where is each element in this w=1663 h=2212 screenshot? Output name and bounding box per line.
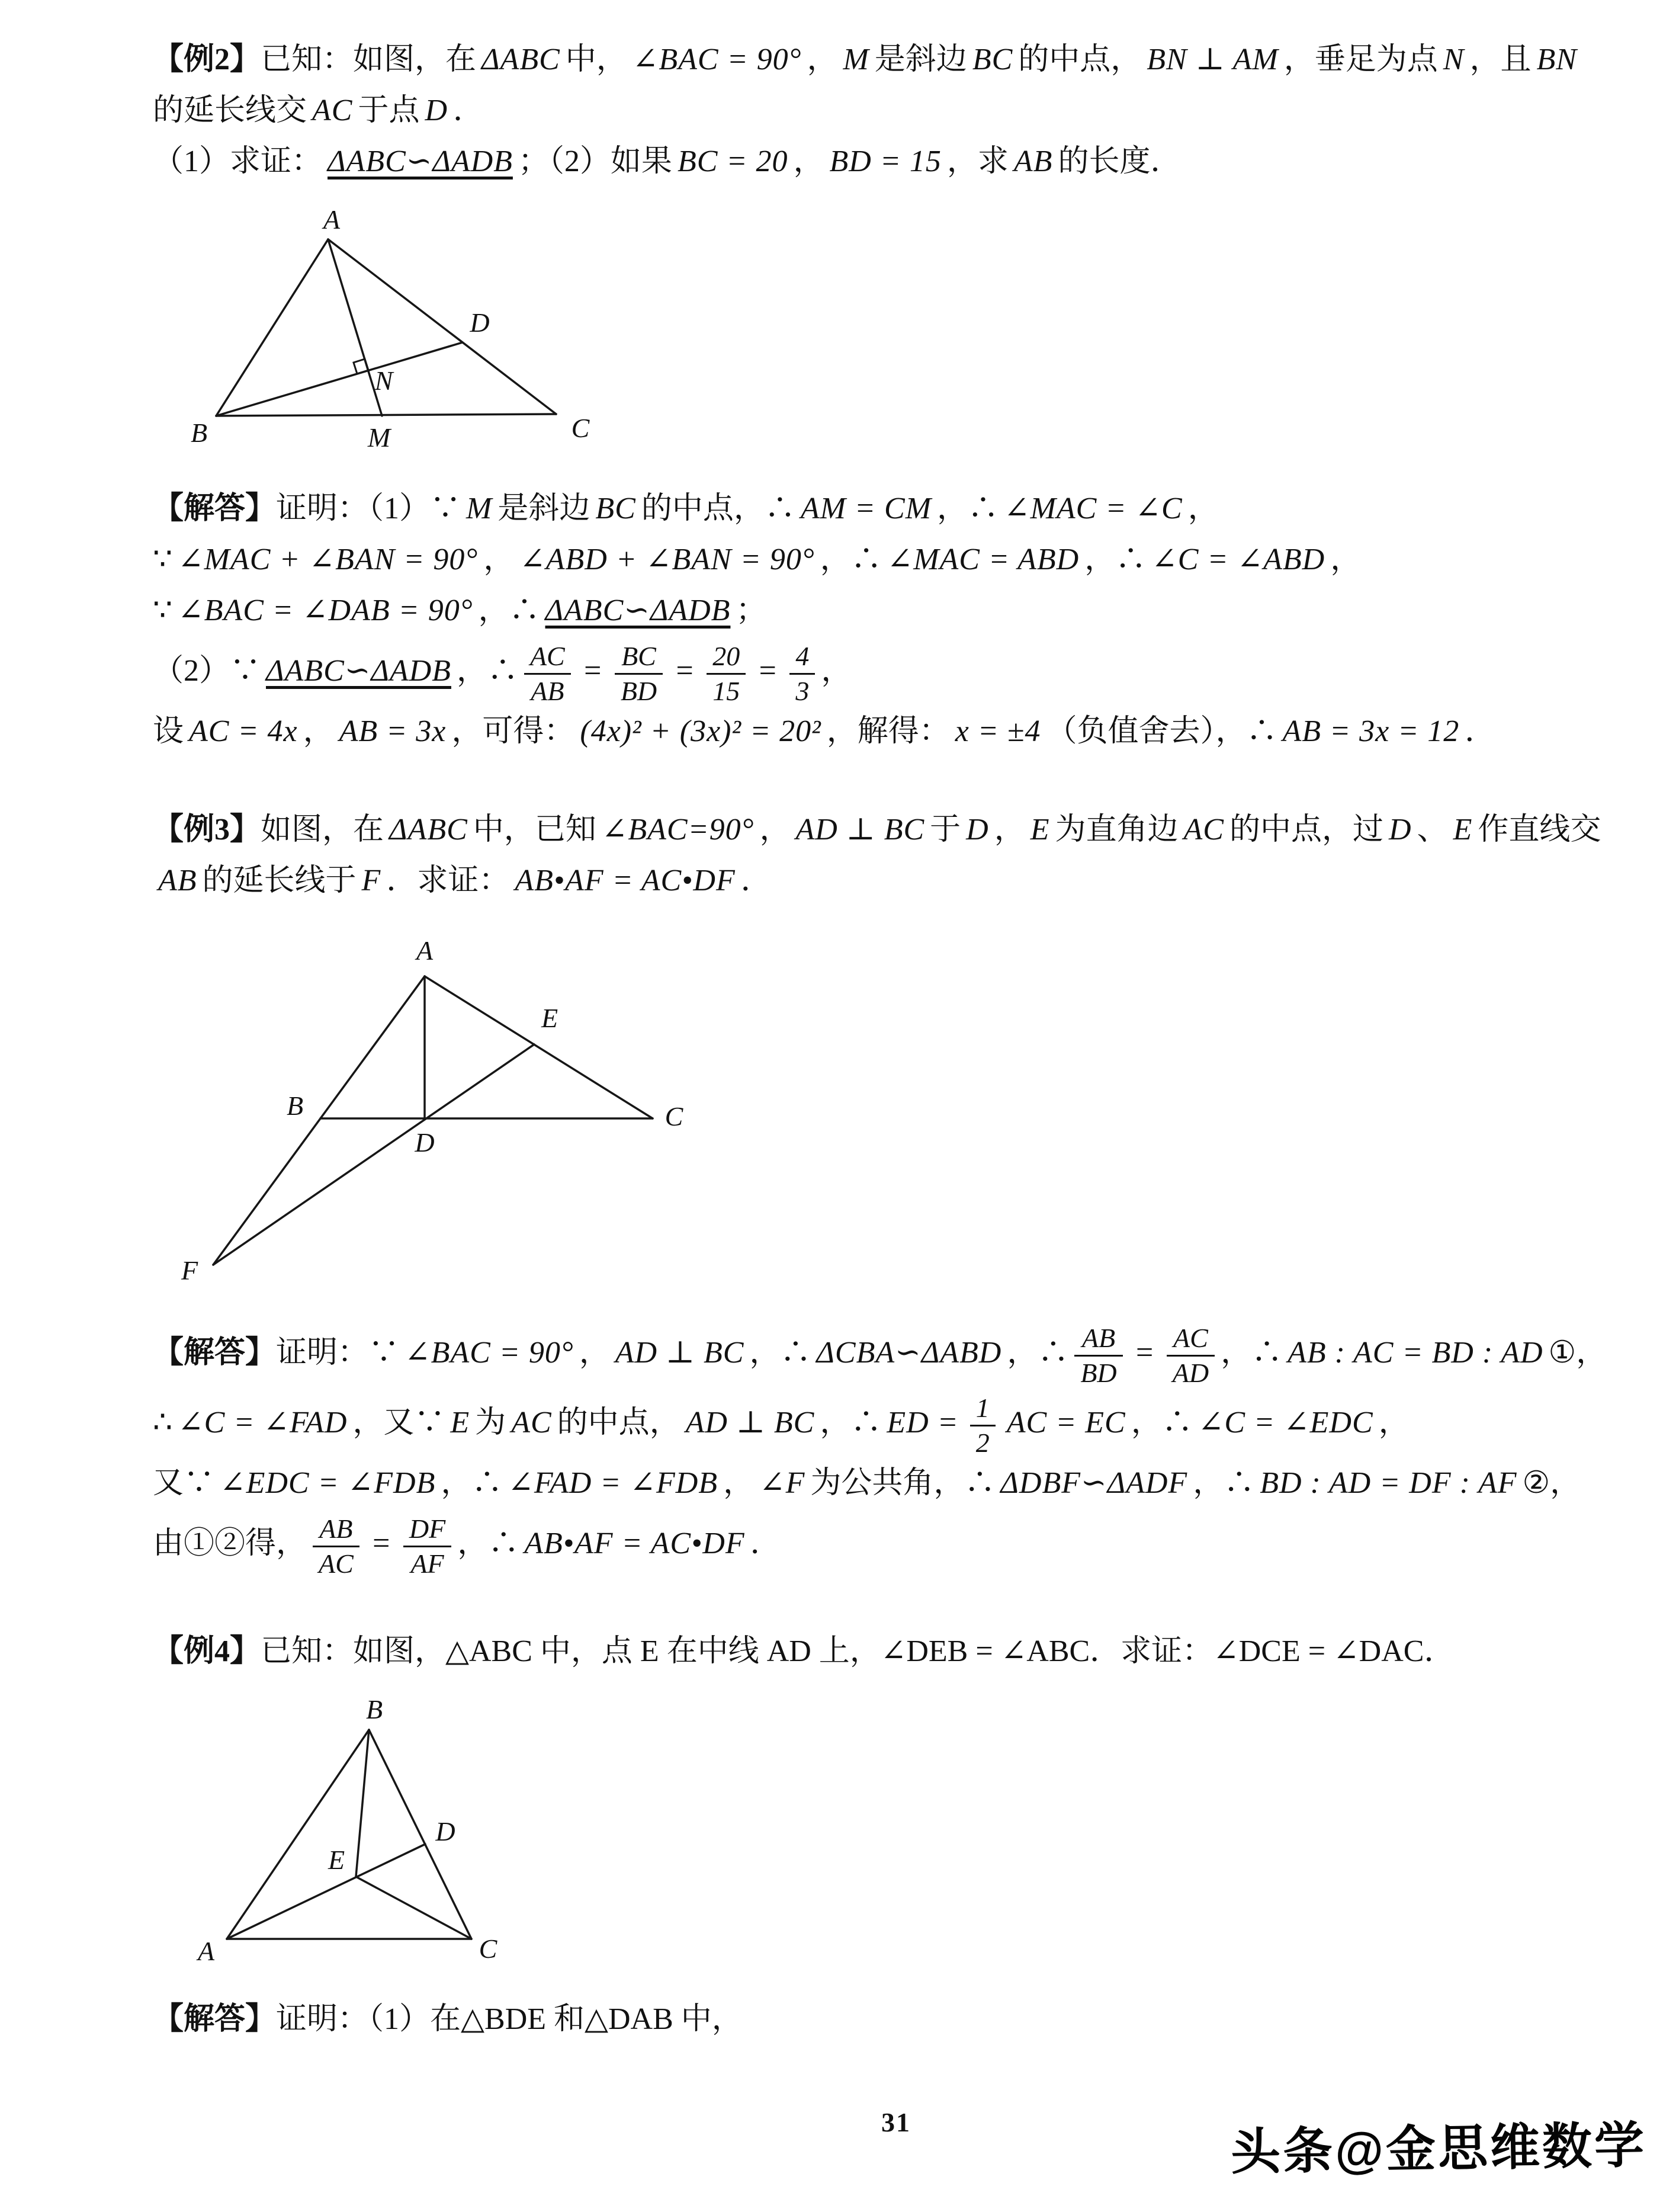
math-text: AM = CM: [800, 492, 932, 525]
body-text: ，可得：: [451, 714, 575, 749]
vertex-label-A: A: [416, 935, 434, 966]
math-text: ∠MAC = ABD: [887, 543, 1080, 576]
body-text: ，∴: [820, 543, 882, 576]
math-text: BC = 20: [677, 145, 788, 178]
body-text: ，∴: [1221, 1336, 1283, 1370]
math-text: M: [466, 492, 493, 525]
ex3-solution-line4: [153, 1509, 1639, 1579]
vertex-label-B: B: [365, 1695, 383, 1725]
ex2-solution-line2: [153, 534, 1639, 585]
fraction-denominator: 2: [975, 1427, 990, 1458]
body-text: ，求: [946, 145, 1009, 178]
fraction: [524, 641, 571, 706]
math-text: ΔDBF∽ΔADF: [1000, 1466, 1188, 1501]
vertex-label-E: E: [328, 1845, 345, 1876]
figure-segment: [216, 239, 328, 416]
math-text: BN ⊥ AM: [1147, 43, 1279, 76]
vertex-label-C: C: [479, 1934, 497, 1964]
math-text: AC: [511, 1406, 552, 1440]
math-text: BD = 15: [829, 145, 942, 178]
math-text: BC: [972, 43, 1013, 76]
math-text: ∠MAC = ∠C: [1004, 492, 1183, 525]
body-text: ，∴: [749, 1336, 811, 1370]
fraction: [970, 1393, 996, 1458]
body-text: ，: [1187, 492, 1219, 525]
body-text: 又∵: [153, 1466, 215, 1501]
body-text: ，垂足为点: [1283, 43, 1438, 76]
ex2-solution-line5: [153, 706, 1639, 757]
math-text: ∠F: [759, 1466, 805, 1501]
math-text-underlined: ΔABC∽ΔADB: [328, 145, 513, 178]
math-text: F: [361, 864, 381, 898]
math-text: E: [450, 1406, 470, 1440]
fraction-denominator: BD: [1080, 1357, 1117, 1388]
vertex-label-B: B: [190, 418, 208, 448]
figure-example4-triangle: [176, 1695, 514, 1970]
vertex-label-D: D: [415, 1127, 435, 1158]
math-text: BN: [1536, 43, 1577, 76]
vertex-label-C: C: [664, 1101, 683, 1132]
ex4-statement-line1: [153, 1626, 1639, 1677]
body-text: ①，: [1548, 1336, 1607, 1370]
body-text: 为公共角，∴: [810, 1466, 996, 1501]
fraction: [403, 1514, 451, 1579]
fraction: [707, 641, 746, 706]
ex2-solution-line4: [153, 636, 1639, 706]
body-text: ，∴: [1193, 1466, 1255, 1501]
math-text: ∠BAC = 90°: [632, 43, 802, 76]
math-text: ΔCBA∽ΔABD: [816, 1336, 1002, 1370]
fraction: [789, 641, 815, 706]
math-text: ∠C = ∠EDC: [1198, 1406, 1373, 1440]
math-text: AD ⊥ BC: [685, 1406, 815, 1440]
body-text: 作直线交: [1478, 813, 1601, 847]
body-text: 如图，在: [261, 813, 384, 847]
math-text: AD ⊥ BC: [795, 813, 925, 847]
body-text: ，: [579, 1336, 610, 1370]
figure-segment: [328, 239, 556, 414]
math-text: =: [674, 654, 696, 688]
body-text: ．: [750, 1527, 781, 1561]
body-text: 的中点，过: [1229, 813, 1383, 847]
ex4-solution-line1: [153, 1994, 1639, 2045]
vertex-label-C: C: [571, 413, 590, 443]
fraction-denominator: AC: [319, 1548, 354, 1579]
body-text: ，∴: [456, 654, 518, 688]
math-text: D: [1388, 813, 1412, 847]
body-text: 的延长线交: [153, 94, 307, 127]
figure-segment: [328, 239, 382, 416]
body-text: 已知：如图，在: [261, 43, 477, 76]
math-text: =: [582, 654, 603, 688]
body-text: ，: [483, 543, 515, 576]
vertex-label-B: B: [286, 1091, 304, 1121]
body-text: ，: [994, 813, 1025, 847]
body-text: ，∴: [1131, 1406, 1193, 1440]
math-text: ∠BAC=90°: [601, 813, 755, 847]
ex3-solution-line1: [153, 1318, 1639, 1388]
body-text: ，又∵: [352, 1406, 445, 1440]
figure-segment: [227, 1730, 369, 1939]
body-text: ，: [807, 43, 838, 76]
body-text: 设: [153, 714, 184, 749]
vertex-label-A: A: [323, 205, 341, 235]
body-text: ，: [1330, 543, 1362, 576]
math-text: =: [370, 1527, 392, 1561]
math-text: AB : AC = BD : AD: [1288, 1336, 1543, 1370]
fraction-numerator: 4: [789, 641, 815, 675]
body-text: ②，: [1522, 1466, 1581, 1501]
body-text: （负值舍去），∴: [1046, 714, 1277, 749]
math-text: AB: [1013, 145, 1053, 178]
ex2-statement-line2: [153, 85, 1639, 136]
body-text: ∵: [153, 543, 173, 576]
body-text: 为: [475, 1406, 506, 1440]
body-text: ；: [736, 594, 767, 627]
fraction-numerator: 20: [707, 641, 746, 675]
body-text: （1）求证：: [153, 145, 323, 178]
body-text: 为直角边: [1055, 813, 1179, 847]
math-text: E: [1453, 813, 1473, 847]
math-text: ΔABC: [481, 43, 560, 76]
figure-segment: [216, 414, 556, 416]
body-text: ∵: [153, 594, 173, 627]
fraction-denominator: AF: [410, 1548, 444, 1579]
body-text: （2）∵: [153, 654, 261, 688]
body-text: ，: [1378, 1406, 1410, 1440]
figure-example2-triangle-wrap: [171, 205, 1639, 460]
math-text-underlined: ΔABC∽ΔADB: [545, 594, 731, 627]
body-text: ；（2）如果: [518, 145, 672, 178]
body-text: 于: [930, 813, 961, 847]
fraction: [615, 641, 663, 706]
body-text: 于点: [358, 94, 420, 127]
fraction-numerator: AC: [524, 641, 571, 675]
ex2-statement-line1: [153, 34, 1639, 85]
math-text: BC: [595, 492, 636, 525]
body-text: ∴: [153, 1406, 173, 1440]
fraction: [313, 1514, 359, 1579]
figure-segment: [356, 1730, 369, 1877]
math-text: AD ⊥ BC: [615, 1336, 744, 1370]
math-text: AB•AF = AC•DF: [515, 864, 736, 898]
math-text: AB: [158, 864, 197, 898]
body-text: ．: [453, 94, 484, 127]
math-text: ED =: [887, 1406, 959, 1440]
math-text: ∠C = ∠ABD: [1151, 543, 1325, 576]
math-text: M: [843, 43, 869, 76]
vertex-label-D: D: [470, 307, 490, 338]
label-text: 【解答】: [153, 1336, 277, 1370]
vertex-label-A: A: [197, 1936, 215, 1967]
body-text: ，: [723, 1466, 755, 1501]
body-text: 证明：∵: [276, 1336, 400, 1370]
body-text: ，∴: [820, 1406, 882, 1440]
ex3-solution-line2: [153, 1388, 1639, 1458]
figure-segment: [213, 976, 425, 1265]
body-text: 的中点，∴: [641, 492, 795, 525]
vertex-label-D: D: [435, 1816, 455, 1847]
math-text: x = ±4: [955, 714, 1041, 749]
body-text: ．: [1465, 714, 1496, 749]
fraction-denominator: 15: [712, 675, 740, 706]
body-text: ，且: [1469, 43, 1532, 76]
vertex-label-N: N: [374, 366, 393, 396]
math-text: AC: [1183, 813, 1224, 847]
body-text: 、: [1417, 813, 1448, 847]
body-text: ，∴: [1084, 543, 1147, 576]
body-text: 是斜边: [874, 43, 967, 76]
math-text: ∠ABD + ∠BAN = 90°: [519, 543, 815, 576]
body-text: ，∴: [478, 594, 540, 627]
math-text: AB = 3x = 12: [1282, 714, 1460, 749]
body-text: ，: [793, 145, 824, 178]
figure-example3-triangle-wrap: [159, 924, 1639, 1294]
math-text: ∠BAC = 90°: [404, 1336, 574, 1370]
label-text: 【例4】: [153, 1634, 261, 1669]
fraction: [1167, 1323, 1215, 1388]
math-text: N: [1443, 43, 1465, 76]
figure-segment: [356, 1877, 471, 1939]
body-text: 证明：（1）在△BDE 和△DAB 中，: [276, 2002, 743, 2037]
ex2-solution-line3: [153, 585, 1639, 636]
math-text: BD : AD = DF : AF: [1260, 1466, 1517, 1501]
math-text: =: [1134, 1336, 1155, 1370]
ex3-solution-line3: [153, 1458, 1639, 1509]
fraction: [1074, 1323, 1122, 1388]
label-text: 【解答】: [153, 492, 277, 525]
math-text: ∠EDC = ∠FDB: [220, 1466, 436, 1501]
ex3-statement-line2: [153, 855, 1639, 906]
fraction-numerator: AB: [313, 1514, 359, 1547]
fraction-denominator: AD: [1172, 1357, 1209, 1388]
body-text: ．求证：: [386, 864, 510, 898]
figure-example2-triangle: [171, 205, 609, 460]
body-text: ，∴: [937, 492, 999, 525]
math-text: ∠MAC + ∠BAN = 90°: [178, 543, 479, 576]
math-text: =: [757, 654, 779, 688]
body-text: 证明：（1）∵: [276, 492, 461, 525]
math-text: E: [1030, 813, 1050, 847]
watermark: 头条@金思维数学: [1230, 2117, 1647, 2181]
math-text: D: [425, 94, 448, 127]
body-text: ．: [740, 864, 772, 898]
math-text-underlined: ΔABC∽ΔADB: [266, 654, 451, 688]
body-text: 由①②得，: [153, 1527, 307, 1561]
figure-segment: [369, 1730, 471, 1939]
math-text: AB•AF = AC•DF: [524, 1527, 745, 1561]
page-number: 31: [881, 2107, 911, 2137]
body-text: 中，: [565, 43, 627, 76]
body-text: ，: [821, 654, 852, 688]
math-text: ∠C = ∠FAD: [178, 1406, 348, 1440]
body-text: ，: [759, 813, 791, 847]
body-text: 的中点，: [1018, 43, 1142, 76]
fraction-denominator: 3: [795, 675, 810, 706]
figure-example4-triangle-wrap: [176, 1695, 1639, 1970]
vertex-label-M: M: [367, 422, 391, 453]
figure-segment: [227, 1844, 425, 1939]
figure-segment: [213, 1044, 534, 1265]
label-text: 【解答】: [153, 2002, 277, 2037]
math-text: AB = 3x: [339, 714, 447, 749]
body-text: 的长度．: [1058, 145, 1182, 178]
body-text: ，∴: [457, 1527, 519, 1561]
body-text: ，解得：: [826, 714, 950, 749]
body-text: ，: [303, 714, 334, 749]
math-text: ΔABC: [389, 813, 468, 847]
body-text: 中，已知: [473, 813, 596, 847]
body-text: 是斜边: [497, 492, 590, 525]
figure-example3-triangle: [159, 924, 704, 1294]
math-text: (4x)² + (3x)² = 20²: [580, 714, 821, 749]
fraction-denominator: BD: [620, 675, 657, 706]
vertex-label-E: E: [541, 1003, 558, 1034]
vertex-label-F: F: [181, 1255, 198, 1286]
math-text: AC = 4x: [189, 714, 298, 749]
math-text: D: [966, 813, 989, 847]
math-text: ∠BAC = ∠DAB = 90°: [178, 594, 473, 627]
body-text: ，∴: [441, 1466, 503, 1501]
math-text: AC: [312, 94, 353, 127]
ex3-statement-line1: [153, 804, 1639, 855]
fraction-numerator: AC: [1167, 1323, 1215, 1357]
fraction-numerator: BC: [615, 641, 663, 675]
label-text: 【例3】: [153, 813, 261, 847]
figure-segment: [216, 342, 463, 416]
label-text: 【例2】: [153, 43, 261, 76]
fraction-denominator: AB: [531, 675, 564, 706]
body-text: 的延长线于: [202, 864, 357, 898]
body-text: ，∴: [1007, 1336, 1069, 1370]
math-text: ∠FAD = ∠FDB: [508, 1466, 718, 1501]
ex2-solution-line1: [153, 483, 1639, 534]
fraction-numerator: AB: [1074, 1323, 1122, 1357]
math-text: AC = EC: [1006, 1406, 1126, 1440]
fraction-numerator: DF: [403, 1514, 451, 1547]
body-text: 的中点，: [557, 1406, 680, 1440]
body-text: 已知：如图，△ABC 中，点 E 在中线 AD 上，∠DEB = ∠ABC．求证：∠DCE = ∠DAC．: [261, 1634, 1455, 1669]
ex2-statement-line3: [153, 136, 1639, 187]
fraction-numerator: 1: [970, 1393, 996, 1426]
